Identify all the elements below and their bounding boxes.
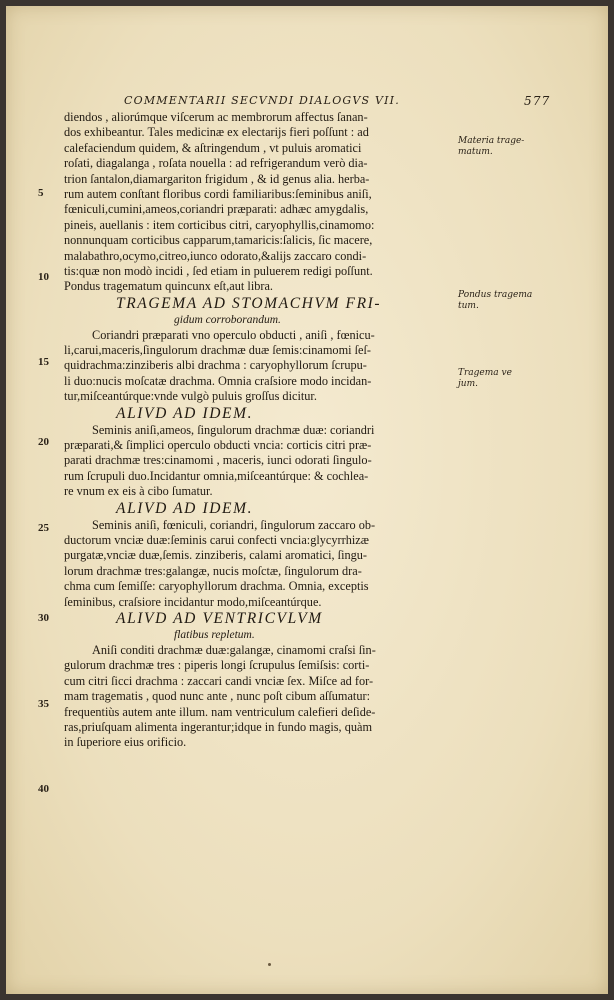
text-line: malabathro,ocymo,citreo,iunco odorato,&alijs zaccaro condi- <box>64 248 367 263</box>
text-line: quidrachma:zinziberis albi drachma : caryophyllorum ſcrupu- <box>64 358 367 373</box>
text-line: trion ſantalon,diamargariton frigidum , & id genus alia. herba- <box>64 171 370 186</box>
section-heading: ALIVD AD VENTRICVLVM <box>116 609 323 627</box>
text-line: tur,miſceantúrque:vnde vulgò puluis groſſus dicitur. <box>64 389 317 404</box>
margin-note: Pondus tragema tum. <box>458 290 533 311</box>
text-line: re vnum ex eis à cibo ſumatur. <box>64 484 213 499</box>
text-line: lorum drachmæ tres:galangæ, nucis moſctæ, ſingulorum dra- <box>64 563 362 578</box>
section-subheading: flatibus repletum. <box>174 628 255 641</box>
line-number: 20 <box>38 436 49 448</box>
text-line: calefaciendum quidem, & aſtringendum , vt puluis aromatici <box>64 140 362 155</box>
text-line: tis:quæ non modò incidi , ſed etiam in puluerem redigi poſſunt. <box>64 263 373 278</box>
text-line: mam tragematis , quod nunc ante , nunc poſt cibum aſſumatur: <box>64 689 370 704</box>
text-line: pineis, auellanis : item corticibus citri, caryophyllis,cinamomo: <box>64 217 375 232</box>
section-heading: ALIVD AD IDEM. <box>116 499 254 517</box>
text-line: ras,priuſquam alimenta ingerantur;idque in fundo magis, quàm <box>64 719 373 734</box>
text-line: Seminis aniſi, fœniculi, coriandri, ſingulorum zaccaro ob- <box>92 517 376 532</box>
body-text <box>64 110 458 751</box>
text-line: nonnunquam corticibus capparum,tamaricis:ſalicis, ſic macere, <box>64 233 373 248</box>
margin-note: Materia trage- matum. <box>458 136 525 157</box>
text-line: Pondus tragematum quincunx eſt,aut libra. <box>64 279 274 294</box>
running-title: COMMENTARII SECVNDI DIALOGVS VII. <box>124 94 400 107</box>
text-line: li duo:nucis moſcatæ drachma. Omnia craſsiore modo incidan- <box>64 373 372 388</box>
margin-note: Tragema ve jum. <box>458 368 512 389</box>
text-line: roſati, diagalanga , roſata nouella : ad refrigerandum verò dia- <box>64 156 368 171</box>
text-line: dos exhibeantur. Tales medicinæ ex electarijs fieri poſſunt : ad <box>64 125 369 140</box>
text-line: li,carui,maceris,ſingulorum drachmæ duæ ſemis:cinamomi ſeſ- <box>64 343 372 358</box>
running-header <box>124 94 551 108</box>
text-line: præparati,& ſimplici operculo obducti vncia: corticis citri præ- <box>64 438 372 453</box>
line-number: 10 <box>38 271 49 283</box>
line-number: 35 <box>38 698 49 710</box>
text-line: frequentiùs autem ante illum. nam ventriculum calefieri deſide- <box>64 704 376 719</box>
text-line: Seminis aniſi,ameos, ſingulorum drachmæ duæ: coriandri <box>92 422 375 437</box>
text-line: Coriandri præparati vno operculo obducti , aniſi , fœnicu- <box>92 327 375 342</box>
line-number: 15 <box>38 356 49 368</box>
section-heading: ALIVD AD IDEM. <box>116 404 254 422</box>
page-blemish <box>268 963 271 966</box>
text-line: diendos , aliorúmque viſcerum ac membrorum affectus ſanan- <box>64 110 368 124</box>
text-line: ductorum vnciæ duæ:ſeminis carui confecti vncia:glycyrrhizæ <box>64 532 369 547</box>
text-line: rum ſcrupuli duo.Incidantur omnia,miſceantúrque: & cochlea- <box>64 468 369 483</box>
text-line: ſeminibus, craſsiore incidantur modo,miſceantúrque. <box>64 594 322 609</box>
line-number: 40 <box>38 783 49 795</box>
text-line: chma cum ſemiſſe: caryophyllorum drachma. Omnia, exceptis <box>64 579 369 594</box>
text-line: Aniſi conditi drachmæ duæ:galangæ, cinamomi craſsi ſin- <box>92 642 376 657</box>
text-line: cum citri ſicci drachma : zaccari candi vnciæ ſex. Miſce ad for- <box>64 673 374 688</box>
text-line: rum autem conſtant floribus cordi familiaribus:ſeminibus aniſi, <box>64 186 372 201</box>
line-number: 30 <box>38 612 49 624</box>
text-line: parati drachmæ tres:cinamomi , maceris, iunci odorati ſingulo- <box>64 453 372 468</box>
text-line: fœniculi,cumini,ameos,coriandri præparati: adhæc amygdalis, <box>64 202 369 217</box>
line-number: 25 <box>38 522 49 534</box>
page-number: 577 <box>524 94 551 108</box>
section-heading: TRAGEMA AD STOMACHVM FRI- <box>116 294 382 312</box>
text-line: purgatæ,vnciæ duæ,ſemis. zinziberis, calami aromatici, ſingu- <box>64 548 368 563</box>
section-subheading: gidum corroborandum. <box>174 313 281 326</box>
book-page <box>6 6 608 994</box>
line-number: 5 <box>38 187 44 199</box>
text-line: gulorum drachmæ tres : piperis longi ſcrupulus ſemiſsis: corti- <box>64 658 370 673</box>
text-line: in ſuperiore eius orificio. <box>64 735 187 750</box>
